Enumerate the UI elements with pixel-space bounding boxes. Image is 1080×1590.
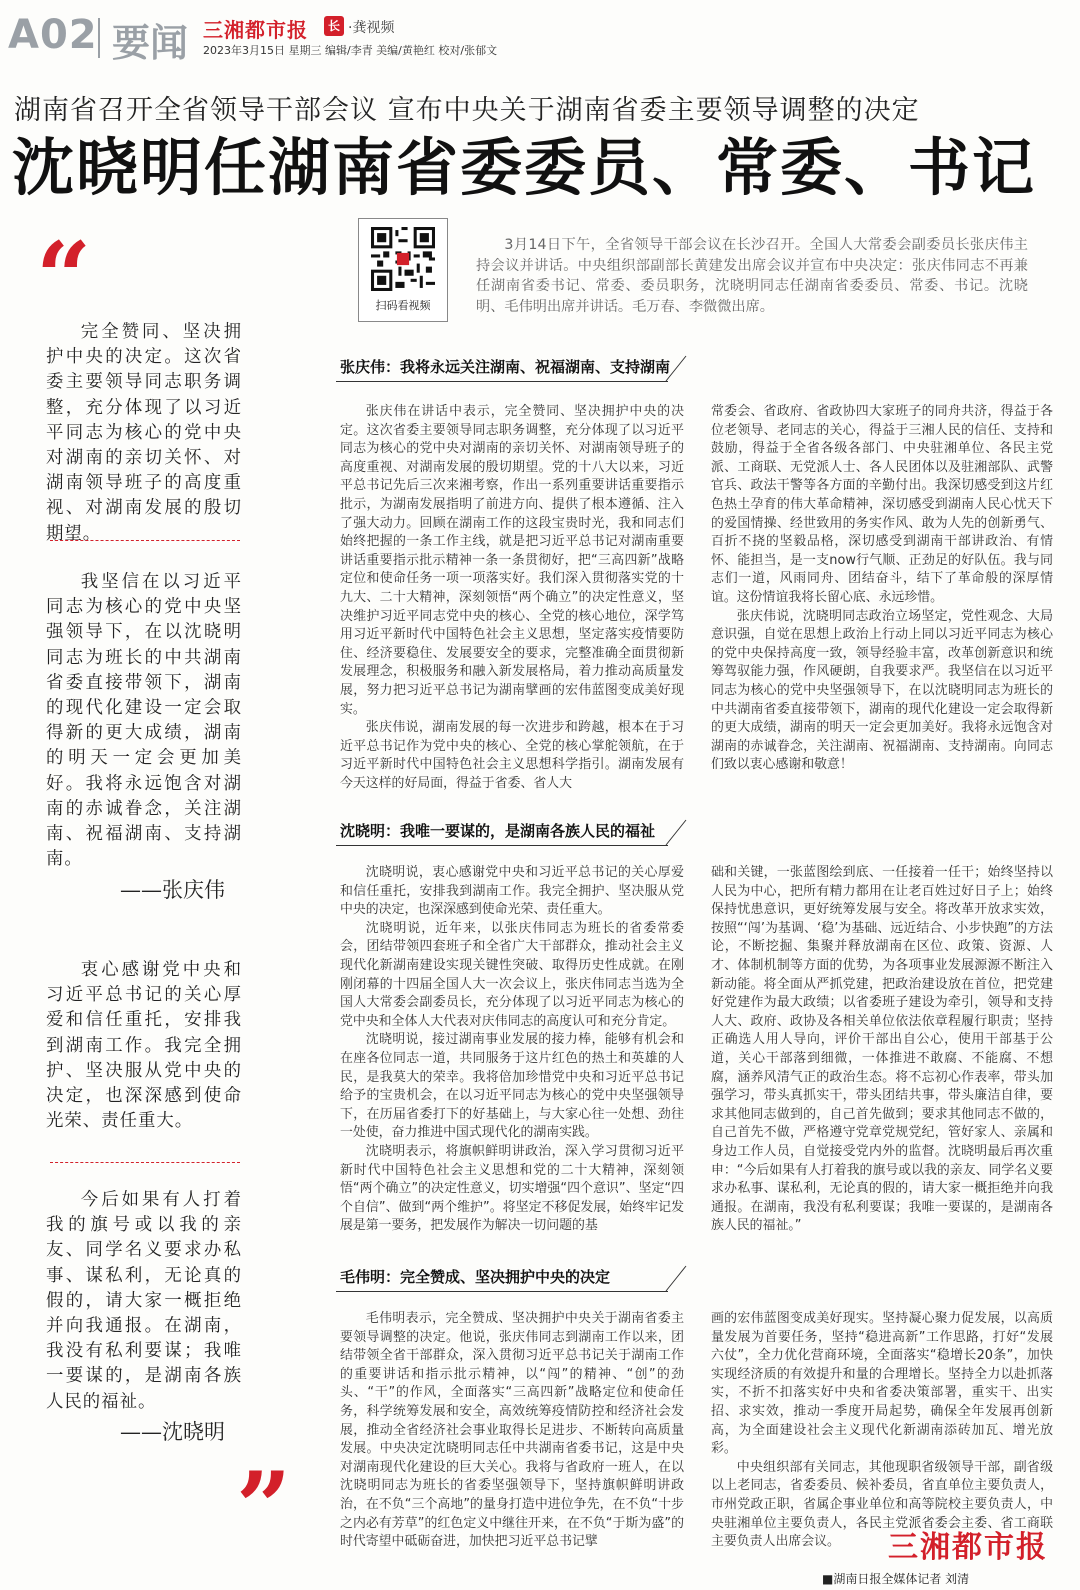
paragraph: 张庆伟在讲话中表示，完全赞同、坚决拥护中央的决定。这次省委主要领导同志职务调整，充分体现了以习近平同志为核心的党中央对湖南的亲切关怀、对湖南领导班子的高度重视、对湖南发展的殷切期望。党的十八大以来，习近平总书记先后三次来湘考察，作出一系列重要讲话重要指示批示，为湖南发展指明了前进方向、提供了根本遵循、注入了强大动力。回顾在湖南工作的这段宝贵时光，我和同志们始终把握的一条工作主线，就是把习近平总书记对湖南重要讲话重要指示批示精神一条一条贯彻好，把“三高四新”战略定位和使命任务一项一项落实好。我们深入贯彻落实党的十九大、二十大精神，深刻领悟“两个确立”的决定性意义，坚决维护习近平同志党中央的核心、全党的核心地位，深学笃用习近平新时代中国特色社会主义思想，坚定落实疫情要防住、经济要稳住、发展要安全的要求，完整准确全面贯彻新发展理念，积极服务和融入新发展格局，着力推动高质量发展，努力把习近平总书记为湖南擘画的宏伟蓝图变成美好现实。 (340, 404, 684, 717)
section-zhang-left-column (340, 403, 684, 795)
quote-attribution-shen: ——沈晓明 (120, 1420, 225, 1444)
section-name: 要闻 (112, 21, 189, 65)
quote-zhang-1: 完全赞同、坚决拥护中央的决定。这次省委主要领导同志职务调整，充分体现了以习近平同志为核心的党中央对湖南的亲切关怀、对湖南领导班子的高度重视、对湖南发展的殷切期望。 (46, 322, 242, 544)
quote-attribution-zhang: ——张庆伟 (120, 878, 225, 902)
paragraph: 张庆伟说，沈晓明同志政治立场坚定，党性观念、大局意识强，自觉在思想上政治上行动上同以习近平同志为核心的党中央保持高度一致，领导经验丰富，改革创新意识和统筹驾驭能力强，作风硬朗，自我要求严。我坚信在以习近平同志为核心的党中央坚强领导下，在以沈晓明同志为班长的中共湖南省委直接带领下，湖南的现代化建设一定会取得新的更大成绩，湖南的明天一定会更加美好。我将永远饱含对湖南的赤诚眷念，关注湖南、祝福湖南、支持湖南。向同志们致以衷心感谢和敬意！ (711, 608, 1053, 773)
reporter-credit: ■湖南日报全媒体记者 刘清 (822, 1572, 970, 1586)
paragraph: 沈晓明说，近年来，以张庆伟同志为班长的省委常委会，团结带领四套班子和全省广大干部群众，推动社会主义现代化新湖南建设实现关键性突破、取得历史性成就。在刚刚闭幕的十四届全国人大一次会议上，张庆伟同志当选为全国人大常委会副委员长，充分体现了以习近平同志为核心的党中央和全体人大代表对庆伟同志的高度认可和充分肯定。 (340, 920, 684, 1029)
paragraph: 沈晓明说，衷心感谢党中央和习近平总书记的关心厚爱和信任重托，安排我到湖南工作。我完全拥护、坚决服从党中央的决定，也深深感到使命光荣、责任重大。 (340, 865, 684, 918)
section-heading-text: 沈晓明：我唯一要谋的，是湖南各族人民的福祉 (340, 822, 656, 840)
newspaper-brand: 三湘都市报 (203, 18, 308, 42)
headline-title: 沈晓明任湖南省委委员、常委、书记 (12, 131, 1037, 204)
paragraph: 毛伟明表示，完全赞成、坚决拥护中央关于湖南省委主要领导调整的决定。他说，张庆伟同志到湖南工作以来，团结带领全省干部群众，深入贯彻习近平总书记关于湖南工作的重要讲话和指示批示精神，以“闯”的精神、“创”的劲头、“干”的作风，全面落实“三高四新”战略定位和使命任务，科学统筹发展和安全，高效统筹疫情防控和经济社会发展，推动全省经济社会事业取得长足进步、不断转向高质量发展。中央决定沈晓明同志任中共湖南省委书记，这是中央对湖南现代化建设的巨大关心。我将与省政府一班人，在以沈晓明同志为班长的省委坚强领导下，坚持旗帜鲜明讲政治，在不负“三个高地”的量身打造中进位争先，在不负“十步之内必有芳草”的红色定义中继往开来，在不负“于斯为盛”的时代寄望中砥砺奋进，加快把习近平总书记擘 (340, 1311, 684, 1550)
open-quote-mark: “ (36, 221, 92, 334)
qr-code-box[interactable] (358, 218, 448, 322)
section-shen-right-column (711, 864, 1053, 1246)
quote-divider (50, 1162, 240, 1163)
headline-subtitle: 湖南省召开全省领导干部会议 宣布中央关于湖南省委主要领导调整的决定 (14, 95, 920, 126)
paragraph: 沈晓明表示，将旗帜鲜明讲政治，深入学习贯彻习近平新时代中国特色社会主义思想和党的二十大精神，深刻领悟“两个确立”的决定性意义，切实增强“四个意识”、坚定“四个自信”、做到“两个维护”。将坚定不移促发展，始终牢记发展是第一要务，把发展作为解决一切问题的基 (340, 1143, 684, 1234)
page-number: A02 (8, 12, 98, 58)
paragraph: 画的宏伟蓝图变成美好现实。坚持凝心聚力促发展，以高质量发展为首要任务，坚持“稳进高新”工作思路，打好“发展六仗”，全力优化营商环境，全面落实“稳增长20条”，加快实现经济质的有效提升和量的合理增长。坚持全力以赴抓落实，不折不扣落实好中央和省委决策部署，重实干、出实招、求实效，推动一季度开局起势，确保全年发展再创新高，为全面建设社会主义现代化新湖南添砖加瓦、增光放彩。 (711, 1311, 1053, 1457)
section-heading-text: 毛伟明：完全赞成、坚决拥护中央的决定 (340, 1268, 611, 1286)
section-heading-zhang (336, 352, 688, 382)
lead-paragraph: 3月14日下午，全省领导干部会议在长沙召开。全国人大常委会副委员长张庆伟主持会议并讲话。中央组织部副部长黄建发出席会议并宣布中央决定：张庆伟同志不再兼任湖南省委书记、常委、委员职务，沈晓明同志任湖南省委委员、常委、书记。沈晓明、毛伟明出席并讲话。毛万春、李微微出席。 (476, 237, 1028, 315)
heading-flourish-icon (664, 352, 688, 382)
quote-zhang-2: 我坚信在以习近平同志为核心的党中央坚强领导下，在以沈晓明同志为班长的中共湖南省委直接带领下，湖南的现代化建设一定会取得新的更大成绩，湖南的明天一定会更加美好。我将永远饱含对湖南的赤诚眷念，关注湖南、祝福湖南、支持湖南。 (46, 572, 242, 870)
section-mao-left-column (340, 1310, 684, 1554)
qr-label: 扫码看视频 (375, 299, 431, 312)
video-logo-text: ·龚视频 (348, 20, 395, 36)
paragraph: 中央组织部有关同志，其他现职省级领导干部，副省级以上老同志，省委委员、候补委员，省直单位主要负责人，市州党政正职，省属企事业单位和高等院校主要负责人，中央驻湘单位主要负责人，各民主党派省委会主委、省工商联主要负责人出席会议。 (711, 1459, 1053, 1550)
section-heading-text: 张庆伟：我将永远关注湖南、祝福湖南、支持湖南 (340, 358, 671, 376)
paragraph: 础和关键，一张蓝图绘到底、一任接着一任干；始终坚持以人民为中心，把所有精力都用在让老百姓过好日子上；始终保持忧患意识，更好统筹发展与安全。将改革开放求实效，按照“‘闯’为基调、‘稳’为基础、远近结合、小步快跑”的方法论，不断挖掘、集聚并释放湖南在区位、政策、资源、人才、体制机制等方面的优势，为各项事业发展源源不断注入新动能。将全面从严抓党建，把政治建设放在首位，把党建好党建作为最大政绩；以省委班子建设为牵引，领导和支持人大、政府、政协及各相关单位依法依章程履行职责；坚持正确选人用人导向，评价干部出自公心，使用干部基于公道，关心干部落到细微，一体推进不敢腐、不能腐、不想腐，涵养风清气正的政治生态。将不忘初心作表率，带头加强学习，带头真抓实干，带头团结共事，带头廉洁自律，要求其他同志做到的，自己首先做到；要求其他同志不做的，自己首先不做，严格遵守党章党规党纪，管好家人、亲属和身边工作人员，自觉接受党内外的监督。沈晓明最后再次重申：“今后如果有人打着我的旗号或以我的亲友、同学名义要求办私事、谋私利，无论真的假的，请大家一概拒绝并向我通报。在湖南，我没有私利要谋；我唯一要谋的，是湖南各族人民的福祉。” (711, 865, 1053, 1234)
paragraph: 沈晓明说，接过湖南事业发展的接力棒，能够有机会和在座各位同志一道，共同服务于这片红色的热土和英雄的人民，是我莫大的荣幸。我将倍加珍惜党中央和习近平总书记给予的宝贵机会，在以习近平同志为核心的党中央坚强领导下，在历届省委打下的好基础上，与大家心往一处想、劲往一处使，奋力推进中国式现代化的湖南实践。 (340, 1032, 684, 1141)
section-heading-mao (336, 1262, 688, 1292)
heading-flourish-icon (664, 1262, 688, 1292)
qr-code-icon (371, 227, 435, 291)
paragraph: 常委会、省政府、省政协四大家班子的同舟共济，得益于各位老领导、老同志的关心，得益于三湘人民的信任、支持和鼓励，得益于全省各级各部门、中央驻湘单位、各民主党派、工商联、无党派人士、各人民团体以及驻湘部队、武警官兵、政法干警等各方面的辛勤付出。我深切感受到这片红色热土孕育的伟大革命精神，深切感受到湖南人民心忧天下的爱国情操、经世致用的务实作风、敢为人先的创新勇气、百折不挠的坚毅品格，深切感受到湖南干部讲政治、有情怀、能担当，是一支now行气顺、正劲足的好队伍。我与同志们一道，风雨同舟、团结奋斗，结下了革命般的深厚情谊。这份情谊我将长留心底、永远珍惜。 (711, 404, 1053, 605)
video-logo-icon: 长 (324, 16, 344, 36)
footer-brand-logo: 三湘都市报 (888, 1530, 1048, 1565)
section-zhang-right-column (711, 403, 1053, 795)
quote-shen-2: 今后如果有人打着我的旗号或以我的亲友、同学名义要求办私事、谋私利，无论真的假的，请大家一概拒绝并向我通报。在湖南，我没有私利要谋；我唯一要谋的，是湖南各族人民的福祉。 (46, 1190, 242, 1412)
dateline: 2023年3月15日 星期三 编辑/李青 美编/黄艳红 校对/张郁文 (203, 44, 498, 57)
paragraph: 张庆伟说，湖南发展的每一次进步和跨越，根本在于习近平总书记作为党中央的核心、全党的核心掌舵领航，在于习近平新时代中国特色社会主义思想科学指引。湖南发展有今天这样的好局面，得益于省委、省人大 (340, 720, 684, 791)
header-divider (98, 18, 100, 58)
quote-shen-1: 衷心感谢党中央和习近平总书记的关心厚爱和信任重托，安排我到湖南工作。我完全拥护、坚决服从党中央的决定，也深深感到使命光荣、责任重大。 (46, 960, 242, 1132)
section-shen-left-column (340, 864, 684, 1246)
section-heading-shen (336, 816, 688, 846)
close-quote-mark: ” (236, 1451, 292, 1564)
heading-flourish-icon (664, 816, 688, 846)
quote-divider (50, 540, 240, 541)
